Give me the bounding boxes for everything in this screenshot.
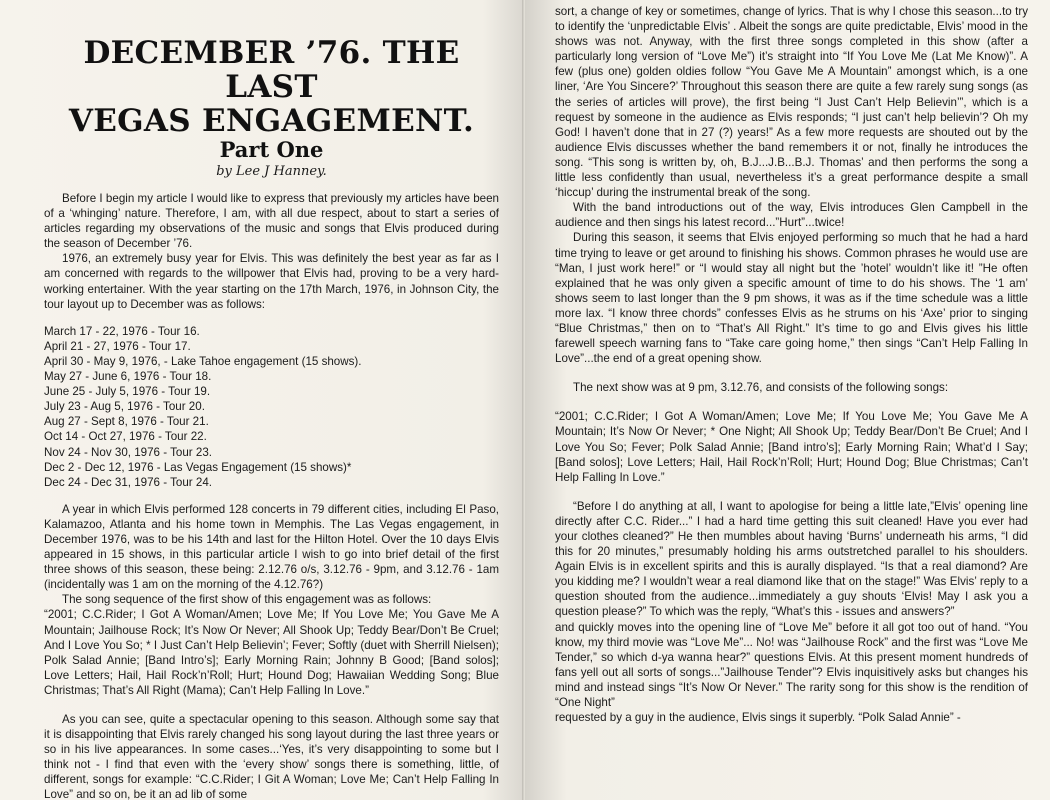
byline: by Lee J Hanney.: [216, 164, 327, 179]
paragraph-first-show-songs: “2001; C.C.Rider; I Got A Woman/Amen; Love Me; If You Love Me; You Gave Me A Mountain; Jailhouse Rock; It’s Now Or Never; All Shook Up; Teddy Bear/Don’t Be Cruel; And I Love You So; * I Just Can’t Help Believin’; Fever; Softly (duet with Sherrill Nielsen); Polk Salad Annie; [Band Intro’s]; Early Morning Rain; Johnny B Good; [Band solos]; Love Letters; Hail, Hail Rock’n’Roll; Hurt; Hound Dog; Hawaiian Wedding Song; Blue Christmas; That’s All Right (Mama); Can’t Help Falling In Love.”: [44, 608, 499, 697]
paragraph-next-show-intro: The next show was at 9 pm, 3.12.76, and consists of the following songs:: [573, 381, 949, 395]
paragraph-busy-year: 1976, an extremely busy year for Elvis. This was definitely the best year as far as I am concerned with regards to the willpower that Elvis had, proving to be a very hard-working entertainer. With the year starting on the 17th March, 1976, in Johnson City, the tour layout up to December was as follows:: [44, 252, 499, 311]
list-item: Oct 14 - Oct 27, 1976 - Tour 22.: [44, 430, 207, 444]
paragraph-unpredictable-elvis: sort, a change of key or sometimes, change of lyrics. That is why I chose this season...to try to identify the ‘unpredictable Elvis’ . Albeit the songs are quite predictable, Elvis’ mood in the shows was not. Anyway, with the first three songs completed in this show (after a particularly long version of “Love Me”) it’s straight into “If You Love Me (Lat Me Know)”. A few (plus one) golden oldies follow “You Gave Me A Mountain” amongst which, is a one liner, ‘Are You Sincere?’ Throughout this season there are quite a few rarely sung songs (as the series of articles will prove), the first being “I Just Can’t Help Believin’”, which is a request by someone in the audience as Elvis responds; “I just can’t help believin’? Oh my God! I haven’t done that in 27 (?) years!” As a few more requests are shouted out by the audience Elvis discusses whether the band remembers it or not, finally he introduces the song. “This song is written by, oh, B.J...J.B...B.J. Thomas’ and then performs the song a little less confidently than usual, nevertheless it’s a great performance despite a small ‘hiccup’ during the instrumental break of the song.: [555, 5, 1028, 200]
paragraph-one-night-request: requested by a guy in the audience, Elvis sings it superbly. “Polk Salad Annie” -: [555, 711, 961, 725]
article-subtitle: Part One: [219, 137, 324, 162]
title-line-1: DECEMBER ’76. THE LAST: [83, 35, 460, 105]
spacer: [44, 698, 499, 712]
list-item: Aug 27 - Sept 8, 1976 - Tour 21.: [44, 415, 209, 429]
list-item: Dec 2 - Dec 12, 1976 - Las Vegas Engagement (15 shows)*: [44, 460, 352, 474]
list-item: Nov 24 - Nov 30, 1976 - Tour 23.: [44, 445, 212, 459]
paragraph-band-introductions: With the band introductions out of the way, Elvis introduces Glen Campbell in the audience and then sings his latest record...”Hurt”...twice!: [555, 201, 1028, 230]
list-item: Dec 24 - Dec 31, 1976 - Tour 24.: [44, 475, 212, 489]
paragraph-intro: Before I begin my article I would like to express that previously my articles have been of a ‘whinging’ nature. Therefore, I am, with all due respect, about to start a series of articles regarding my observations of the music and songs that Elvis produced during the season of December ’76.: [44, 192, 499, 251]
spacer: [555, 395, 1028, 409]
paragraph-song-sequence-intro: The song sequence of the first show of this engagement was as follows:: [62, 593, 432, 607]
article-title: [44, 36, 499, 138]
paragraph-love-me: and quickly moves into the opening line of “Love Me” before it all got too out of hand. “You know, my third movie was “Love Me”... No! was “Jailhouse Rock” and the first was “Love Me Tender,” so which d-ya wanna hear?” questions Elvis. At this present moment hundreds of fans yell out all sorts of songs...”Jailhouse Tender”? Elvis inquisitively asks but changes his mind and instead sings “It’s Now Or Never.” The rarity song for this show is the rendition of “One Night”: [555, 620, 1028, 710]
list-item: March 17 - 22, 1976 - Tour 16.: [44, 324, 200, 338]
paragraph-concert-count: A year in which Elvis performed 128 concerts in 79 different cities, including El Paso, Kalamazoo, Atlanta and his home town in Memphis. The Las Vegas engagement, in December 1976, was to be his 14th and last for the Hilton Hotel. Over the 10 days Elvis appeared in 15 shows, in this particular article I wish to go into brief detail of the first three shows of this season, these being: 2.12.76 o/s, 3.12.76 - 9pm, and 3.12.76 - 1am (incidentally was 1 am on the morning of the 4.12.76?): [44, 502, 499, 592]
paragraph-second-show-songs: “2001; C.C.Rider; I Got A Woman/Amen; Love Me; If You Love Me; You Gave Me A Mountain; It’s Now Or Never; * One Night; All Shook Up; Teddy Bear/Don’t Be Cruel; And I Love You So; Fever; Polk Salad Annie; [Band intro’s]; Early Morning Rain; What’d I Say; [Band solos]; Love Letters; Hail, Hail Rock’n’Roll; Hurt; Hound Dog; Blue Christmas; Can’t Help Falling In Love.”: [555, 410, 1028, 484]
spacer: [555, 366, 1028, 380]
tour-list: [44, 324, 499, 490]
paragraph-spectacular-opening: As you can see, quite a spectacular opening to this season. Although some say that it is disappointing that Elvis rarely changed his song layout during the last three years or so in his live appearances. In some cases...‘Yes, it’s very disappointing to some but I think not - I find that even with the ‘every show’ songs there is something, little, of different, songs for example: “C.C.Rider; I Git A Woman; Love Me; Can’t Help Falling In Love” and so on, be it an ad lib of some: [44, 713, 499, 800]
title-line-2: VEGAS ENGAGEMENT.: [68, 103, 475, 139]
paragraph-enjoyed-performing: During this season, it seems that Elvis enjoyed performing so much that he had a hard time trying to leave or get around to finishing his shows. Common phrases he would use are “Man, I just work here!” or “I would stay all night but the ’hotel’ wouldn’t like it! ”He often explained that he was only given a specific amount of time to do his shows. The ‘1 am’ shows seem to last longer than the 9 pm shows, it was as if the time schedule was a little more lax. “I know three chords” confesses Elvis as he strums on his ‘Axe’ prior to singing “Blue Christmas,” then on to “That’s All Right.” It’s time to go and Elvis gives his little farewell speech warning fans to “Take care going home,” then sings “Can’t Help Falling In Love”...the end of a great opening show.: [555, 231, 1028, 366]
list-item: July 23 - Aug 5, 1976 - Tour 20.: [44, 400, 205, 414]
right-page: [525, 0, 1050, 800]
list-item: June 25 - July 5, 1976 - Tour 19.: [44, 385, 211, 399]
list-item: May 27 - June 6, 1976 - Tour 18.: [44, 370, 212, 384]
spacer: [555, 485, 1028, 499]
paragraph-apologise-late: “Before I do anything at all, I want to apologise for being a little late,”Elvis’ opening line directly after C.C. Rider...” I had a hard time getting this suit cleaned! Have you ever had your clothes cleaned?” He then mumbles about having ‘Burns’ underneath his arms, “I did this for 20 minutes,” presumably holding his arms outstretched parallel to his shoulders. Again Elvis is in excellent spirits and this is aurally displayed. “Is that a real diamond? Are you kidding me? I wouldn’t wear a real diamond like that on the stage!” Was Elvis’ reply to a question shouted from the audience...immediately a guy shouts ‘Elvis! May I ask you a question please?” To which was the reply, “What’s this - issues and answers?”: [555, 499, 1028, 619]
list-item: April 21 - 27, 1976 - Tour 17.: [44, 339, 191, 353]
list-item: April 30 - May 9, 1976, - Lake Tahoe engagement (15 shows).: [44, 354, 362, 368]
